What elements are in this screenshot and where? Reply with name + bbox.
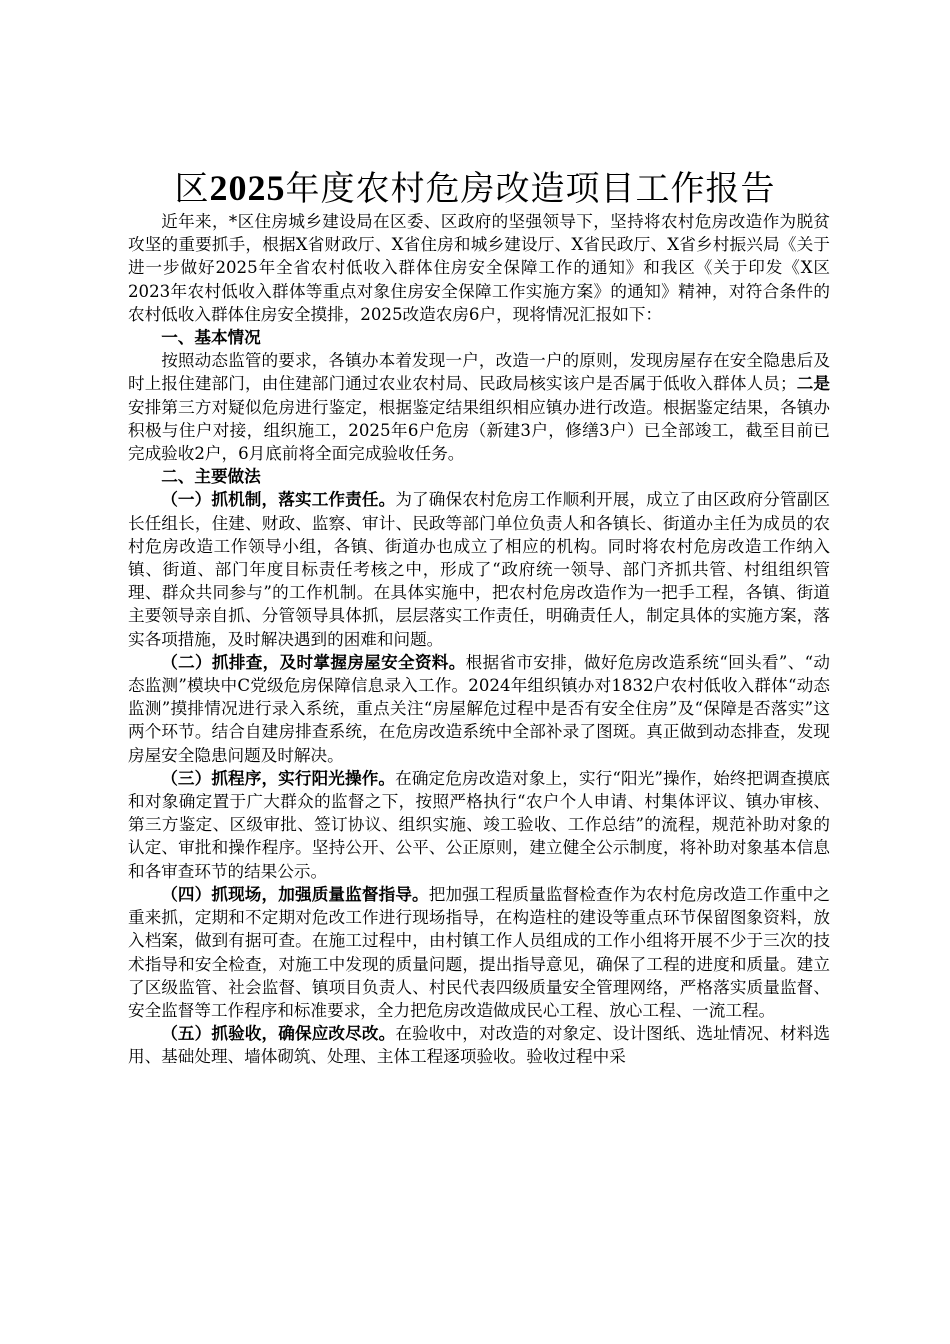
item3-text: 在确定危房改造对象上，实行“阳光”操作，始终把调查摸底和对象确定置于广大群众的监督之下，按照严格执行“农户个人申请、村集体评议、镇办审核、第三方鉴定、区级审批、签订协议、组织实施、竣工验收、工作总结”的流程，规范补助对象的认定、审批和操作程序。坚持公开、公平、公正原则，建立健全公示制度，将补助对象基本信息和各审查环节的结果公示。	[128, 768, 830, 881]
item5-heading: （五）抓验收，确保应改尽改。	[161, 1023, 396, 1044]
title-suffix: 年度农村危房改造项目工作报告	[285, 169, 776, 209]
item5-paragraph	[128, 1022, 830, 1068]
document-body	[128, 210, 830, 1069]
item5-text: 在验收中，对改造的对象定、设计图纸、选址情况、材料选用、基础处理、墙体砌筑、处理、主体工程逐项验收。验收过程中采	[128, 1024, 831, 1067]
item4-text: 把加强工程质量监督检查作为农村危房改造工作重中之重来抓，定期和不定期对危改工作进行现场指导，在构造柱的建设等重点环节保留图象资料，放入档案，做到有据可查。在施工过程中，由村镇工作人员组成的工作小组将开展不少于三次的技术指导和安全检查，对施工中发现的质量问题，提出指导意见，确保了工程的进度和质量。建立了区级监管、社会监督、镇项目负责人、村民代表四级质量安全管理网络，严格落实质量监督、安全监督等工作程序和标准要求，全力把危房改造做成民心工程、放心工程、一流工程。	[128, 884, 830, 1020]
item2-text: 根据省市安排，做好危房改造系统“回头看”、“动态监测”模块中C党级危房保障信息录入工作。2024年组织镇办对1832户农村低收入群体“动态监测”摸排情况进行录入系统，重点关注“房屋解危过程中是否有安全住房”及“保障是否落实”这两个环节。结合自建房排查系统，在危房改造系统中全部补录了图斑。真正做到动态排查，发现房屋安全隐患问题及时解决。	[128, 652, 831, 765]
section1-part1: 按照动态监管的要求，各镇办本着发现一户，改造一户的原则，发现房屋存在安全隐患后及时上报住建部门，由住建部门通过农业农村局、民政局核实该户是否属于低收入群体人员；	[128, 351, 830, 394]
item2-paragraph	[128, 651, 830, 767]
item4-paragraph	[128, 883, 830, 1022]
item1-paragraph	[128, 488, 830, 650]
item3-paragraph	[128, 767, 830, 883]
item4-heading: （四）抓现场，加强质量监督指导。	[161, 883, 429, 904]
section1-bold: 二是	[796, 373, 831, 394]
section2-heading: 二、主要做法	[161, 466, 261, 487]
item1-heading: （一）抓机制，落实工作责任。	[161, 489, 396, 510]
item2-heading: （二）抓排查，及时掌握房屋安全资料。	[161, 651, 466, 672]
title-year: 2025	[209, 168, 286, 208]
section1-heading: 一、基本情况	[161, 327, 261, 348]
item1-text: 为了确保农村危房工作顺利开展，成立了由区政府分管副区长任组长，住建、财政、监察、审计、民政等部门单位负责人和各镇长、街道办主任为成员的农村危房改造工作领导小组，各镇、街道办也成立了相应的机构。同时将农村危房改造工作纳入镇、街道、部门年度目标责任考核之中，形成了“政府统一领导、部门齐抓共管、村组组织管理、群众共同参与”的工作机制。在具体实施中，把农村危房改造作为一把手工程，各镇、街道主要领导亲自抓、分管领导具体抓，层层落实工作责任，明确责任人，制定具体的实施方案，落实各项措施，及时解决遇到的困难和问题。	[128, 490, 831, 649]
document-title	[0, 168, 950, 209]
section1-part2: 安排第三方对疑似危房进行鉴定，根据鉴定结果组织相应镇办进行改造。根据鉴定结果，各镇办积极与住户对接，组织施工，2025年6户危房（新建3户，修缮3户）已全部竣工，截至目前已完成验收2户，6月底前将全面完成验收任务。	[128, 397, 830, 464]
section1-paragraph	[128, 349, 830, 465]
title-prefix: 区	[174, 169, 210, 209]
item3-heading: （三）抓程序，实行阳光操作。	[161, 767, 396, 788]
intro-paragraph: 近年来，*区住房城乡建设局在区委、区政府的坚强领导下，坚持将农村危房改造作为脱贫攻坚的重要抓手，根据X省财政厅、X省住房和城乡建设厅、X省民政厅、X省乡村振兴局《关于进一步做好2025年全省农村低收入群体住房安全保障工作的通知》和我区《关于印发《X区2023年农村低收入群体等重点对象住房安全保障工作实施方案》的通知》精神，对符合条件的农村低收入群体住房安全摸排，2025改造农房6户，现将情况汇报如下：	[128, 212, 830, 324]
